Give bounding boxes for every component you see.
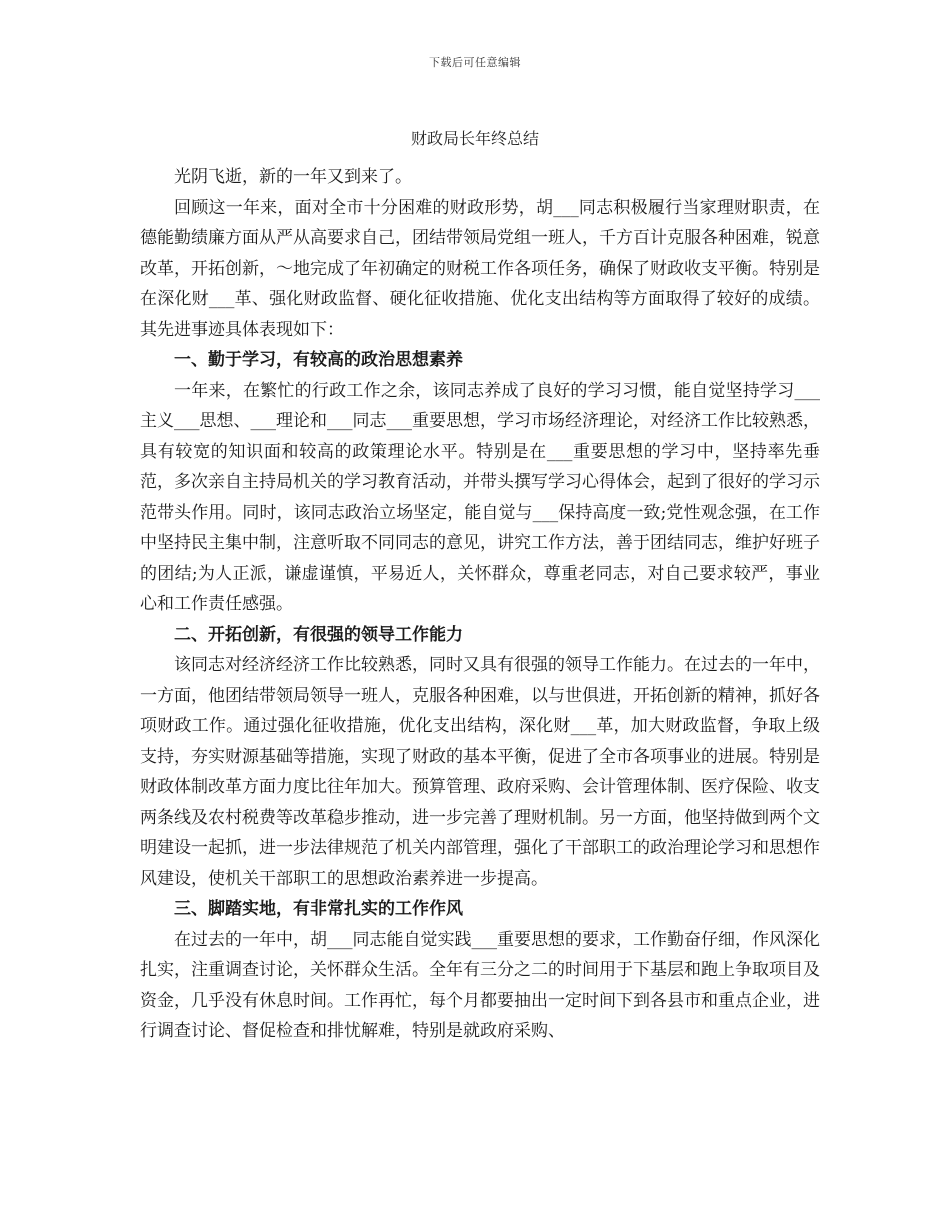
paragraph-section-3: 在过去的一年中，胡___同志能自觉实践___重要思想的要求，工作勤奋仔细，作风深化扎实，注重调查讨论，关怀群众生活。全年有三分之二的时间用于下基层和跑上争取项目及资金，几乎没有休息时间。工作再忙，每个月都要抽出一定时间下到各县市和重点企业，进行调查讨论、督促检查和排忧解难，特别是就政府采购、: [140, 929, 820, 1041]
document-title: 财政局长年终总结: [410, 129, 539, 148]
header-note: 下载后可任意编辑: [429, 56, 521, 69]
document-body: [140, 162, 820, 1047]
paragraph-review: 回顾这一年来，面对全市十分困难的财政形势，胡___同志积极履行当家理财职责，在德能勤绩廉方面从严从高要求自己，团结带领局党组一班人，千方百计克服各种困难，锐意改革，开拓创新，～地完成了年初确定的财税工作各项任务，确保了财政收支平衡。特别是在深化财___革、强化财政监督、硬化征收措施、优化支出结构等方面取得了较好的成绩。其先进事迹具体表现如下：: [140, 197, 820, 340]
paragraph-intro: 光阴飞逝，新的一年又到来了。: [174, 167, 412, 187]
paragraph-section-1: 一年来，在繁忙的行政工作之余，该同志养成了良好的学习习惯，能自觉坚持学习___主义___思想、___理论和___同志___重要思想，学习市场经济理论，对经济工作比较熟悉，具有较宽的知识面和较高的政策理论水平。特别是在___重要思想的学习中，坚持率先垂范，多次亲自主持局机关的学习教育活动，并带头撰写学习心得体会，起到了很好的学习示范带头作用。同时，该同志政治立场坚定，能自觉与___保持高度一致;党性观念强，在工作中坚持民主集中制，注意听取不同同志的意见，讲究工作方法，善于团结同志，维护好班子的团结;为人正派，谦虚谨慎，平易近人，关怀群众，尊重老同志，对自己要求较严，事业心和工作责任感强。: [140, 380, 820, 614]
section-heading-1: 一、勤于学习，有较高的政治思想素养: [174, 350, 463, 370]
paragraph-section-2: 该同志对经济经济工作比较熟悉，同时又具有很强的领导工作能力。在过去的一年中，一方面，他团结带领局领导一班人，克服各种困难，以与世俱进，开拓创新的精神，抓好各项财政工作。通过强化征收措施，优化支出结构，深化财___革，加大财政监督，争取上级支持，夯实财源基础等措施，实现了财政的基本平衡，促进了全市各项事业的进展。特别是财政体制改革方面力度比往年加大。预算管理、政府采购、会计管理体制、医疗保险、收支两条线及农村税费等改革稳步推动，进一步完善了理财机制。另一方面，他坚持做到两个文明建设一起抓，进一步法律规范了机关内部管理，强化了干部职工的政治理论学习和思想作风建设，使机关干部职工的思想政治素养进一步提高。: [140, 655, 820, 889]
section-heading-2: 二、开拓创新，有很强的领导工作能力: [174, 624, 463, 645]
section-heading-3: 三、脚踏实地，有非常扎实的工作作风: [174, 899, 463, 919]
